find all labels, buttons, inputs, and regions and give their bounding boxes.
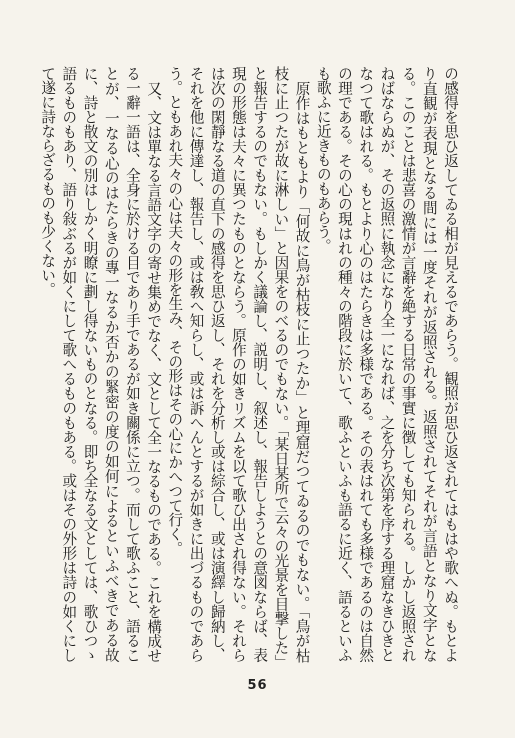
page-number: 56 xyxy=(247,678,268,693)
paragraph-2: 原作はもともより「何故に鳥が枯枝に止つたか」と理窟だつてゐるのでもない。「鳥が枯枝に止つたが故に淋しい」と因果をのべるのでもない。「某日某所で云々の光景を目撃した」と報告するのでもない。もしかく議論し、説明し、叙述し、報告しようとの意図ならば、表現の形態は夫々に異つたものとならう。原作の如きリズムを以て歌ひ出され得ない。それらは次の閑靜なる道の直下の感得を思ひ返し、それを分析し或は綜合し、或は演繹し歸納し、それを他に傳達し、報告し、或は敎へ知らし、或は訴へんとするが如きに出づるものであらう。ともあれ夫々の心は夫々の形を生み、その形はその心にかへつて行く。 xyxy=(166,66,311,662)
vertical-text-body xyxy=(39,66,461,662)
paragraph-1: の感得を思ひ返してゐる相が見えるであらう。観照が思ひ返されてはもはや歌へぬ。もとより直観が表現となる間には一度それが返照される。返照されてそれが言語となり文字となる。このことは悲喜の激情が言辭を絶する日常の事實に徴しても知られる。しかし返照されねばならぬが、その返照に執念になり全一になれば、之を分ち次第を序する理窟なきひきとなつて歌はれる。もとより心のはたらきは多様である。その表はれても多様であるのは自然の理である。その心の現はれの種々の階段に於いて、歌ふといふも語るに近く、語るといふも歌ふに近きものもあらう。 xyxy=(314,66,459,662)
paragraph-3: 又、文は單なる言語文字の寄せ集めでなく、文として全一なるものである。これを構成せる一辭一語は、全身に於ける目であり手であるが如き關係に立つ。而して歌ふこと、語ることが、一なる心のはたらきの專一なるか否かの緊密の度の如何によるといふべきである故に、詩と散文の別はしかく明瞭に劃し得ないものとなる。即ち全なる文としては、歌ひつゝ語るものもあり、語り敍ぶるが如くにして歌へるものもある。或はその外形は詩の如くにして遂に詩ならざるものも少くない。 xyxy=(39,66,163,662)
